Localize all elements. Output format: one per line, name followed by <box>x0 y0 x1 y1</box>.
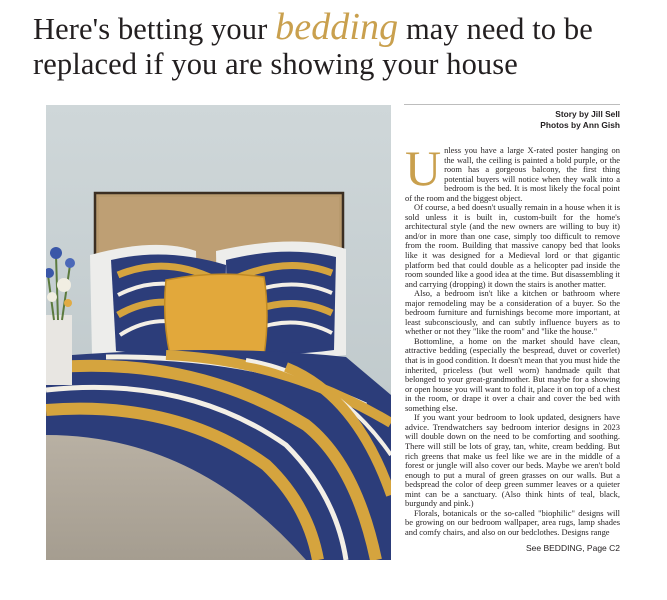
paragraph-2: Of course, a bed doesn't usually remain in a house when it is sold unless it is built in, custom-built for the home's architectural style (and the new owners are willing to buy it) and/or in more than one case, simply too difficult to remove from the room. Building that massive canopy bed that looks like it was designed for a Medieval lord or that gigantic platform bed that could double as a helicopter pad inside the room sounded like a good idea at the time. But disassembling it and carrying (dropping) it down the stairs is another matter. <box>405 202 620 289</box>
vase <box>46 315 72 385</box>
article-body <box>405 140 620 537</box>
paragraph-1 <box>405 140 620 203</box>
byline <box>404 104 620 130</box>
photo-credit: Photos by Ann Gish <box>540 119 620 130</box>
headline <box>33 6 653 82</box>
continued-jump-line: See BEDDING, Page C2 <box>525 543 620 553</box>
headline-accent-word: bedding <box>275 6 399 48</box>
bedroom-photo <box>46 105 391 560</box>
paragraph-1-text: nless you have a large X-rated poster hanging on the wall, the ceiling is painted a bold purple, or the room has a gorgeous balcony, the first thing potential buyers will notice when they walk into a bedroom is the bed. It is most likely the focal point of the room and the biggest object. <box>405 145 620 203</box>
paragraph-5: If you want your bedroom to look updated, designers have advice. Trendwatchers say bedroom interior designs in 2023 will double down on the need to be comforting and soothing. There will still be lots of gray, tan, white, cream bedding. But rich greens that make us feel like we are in the middle of a forest or jungle will also cover our beds. Maybe we aren't bold enough to put a mural of green grasses on our walls. But a bedspread the color of deep green summer leaves or a quieter mint can be a sanctuary. (Also think hints of teal, black, burgundy and pink.) <box>405 412 620 509</box>
bedroom-illustration <box>46 105 391 560</box>
gold-cushion <box>165 274 267 358</box>
paragraph-4: Bottomline, a home on the market should have clean, attractive bedding (especially the bespread, duvet or coverlet) that is in good condition. It doesn't mean that you must hide the inherited, priceless (but well worn) handmade quilt that belonged to your great-grandmother. But maybe for a showing or open house you will want to fold it, place it on top of a chest in the room, or drape it over a chair and cover the bed with something else. <box>405 335 620 413</box>
paragraph-6: Florals, botanicals or the so-called "biophilic" designs will be growing on our bedroom wallpaper, area rugs, lamp shades and comfy chairs, and also on our bedclothes. Designs range <box>405 507 620 537</box>
story-credit: Story by Jill Sell <box>555 109 620 119</box>
headline-end: may need to be replaced if you are showing your house <box>33 12 593 81</box>
drop-cap: U <box>405 140 442 196</box>
paragraph-3: Also, a bedroom isn't like a kitchen or bathroom where major remodeling may be a consideration of a buyer. So the bedroom furniture and furnishings become more important, at least subconsciously, and can subtly influence buyers as to whether or not they "like the room" and "like the house." <box>405 288 620 337</box>
headline-start: Here's betting your <box>33 12 276 46</box>
